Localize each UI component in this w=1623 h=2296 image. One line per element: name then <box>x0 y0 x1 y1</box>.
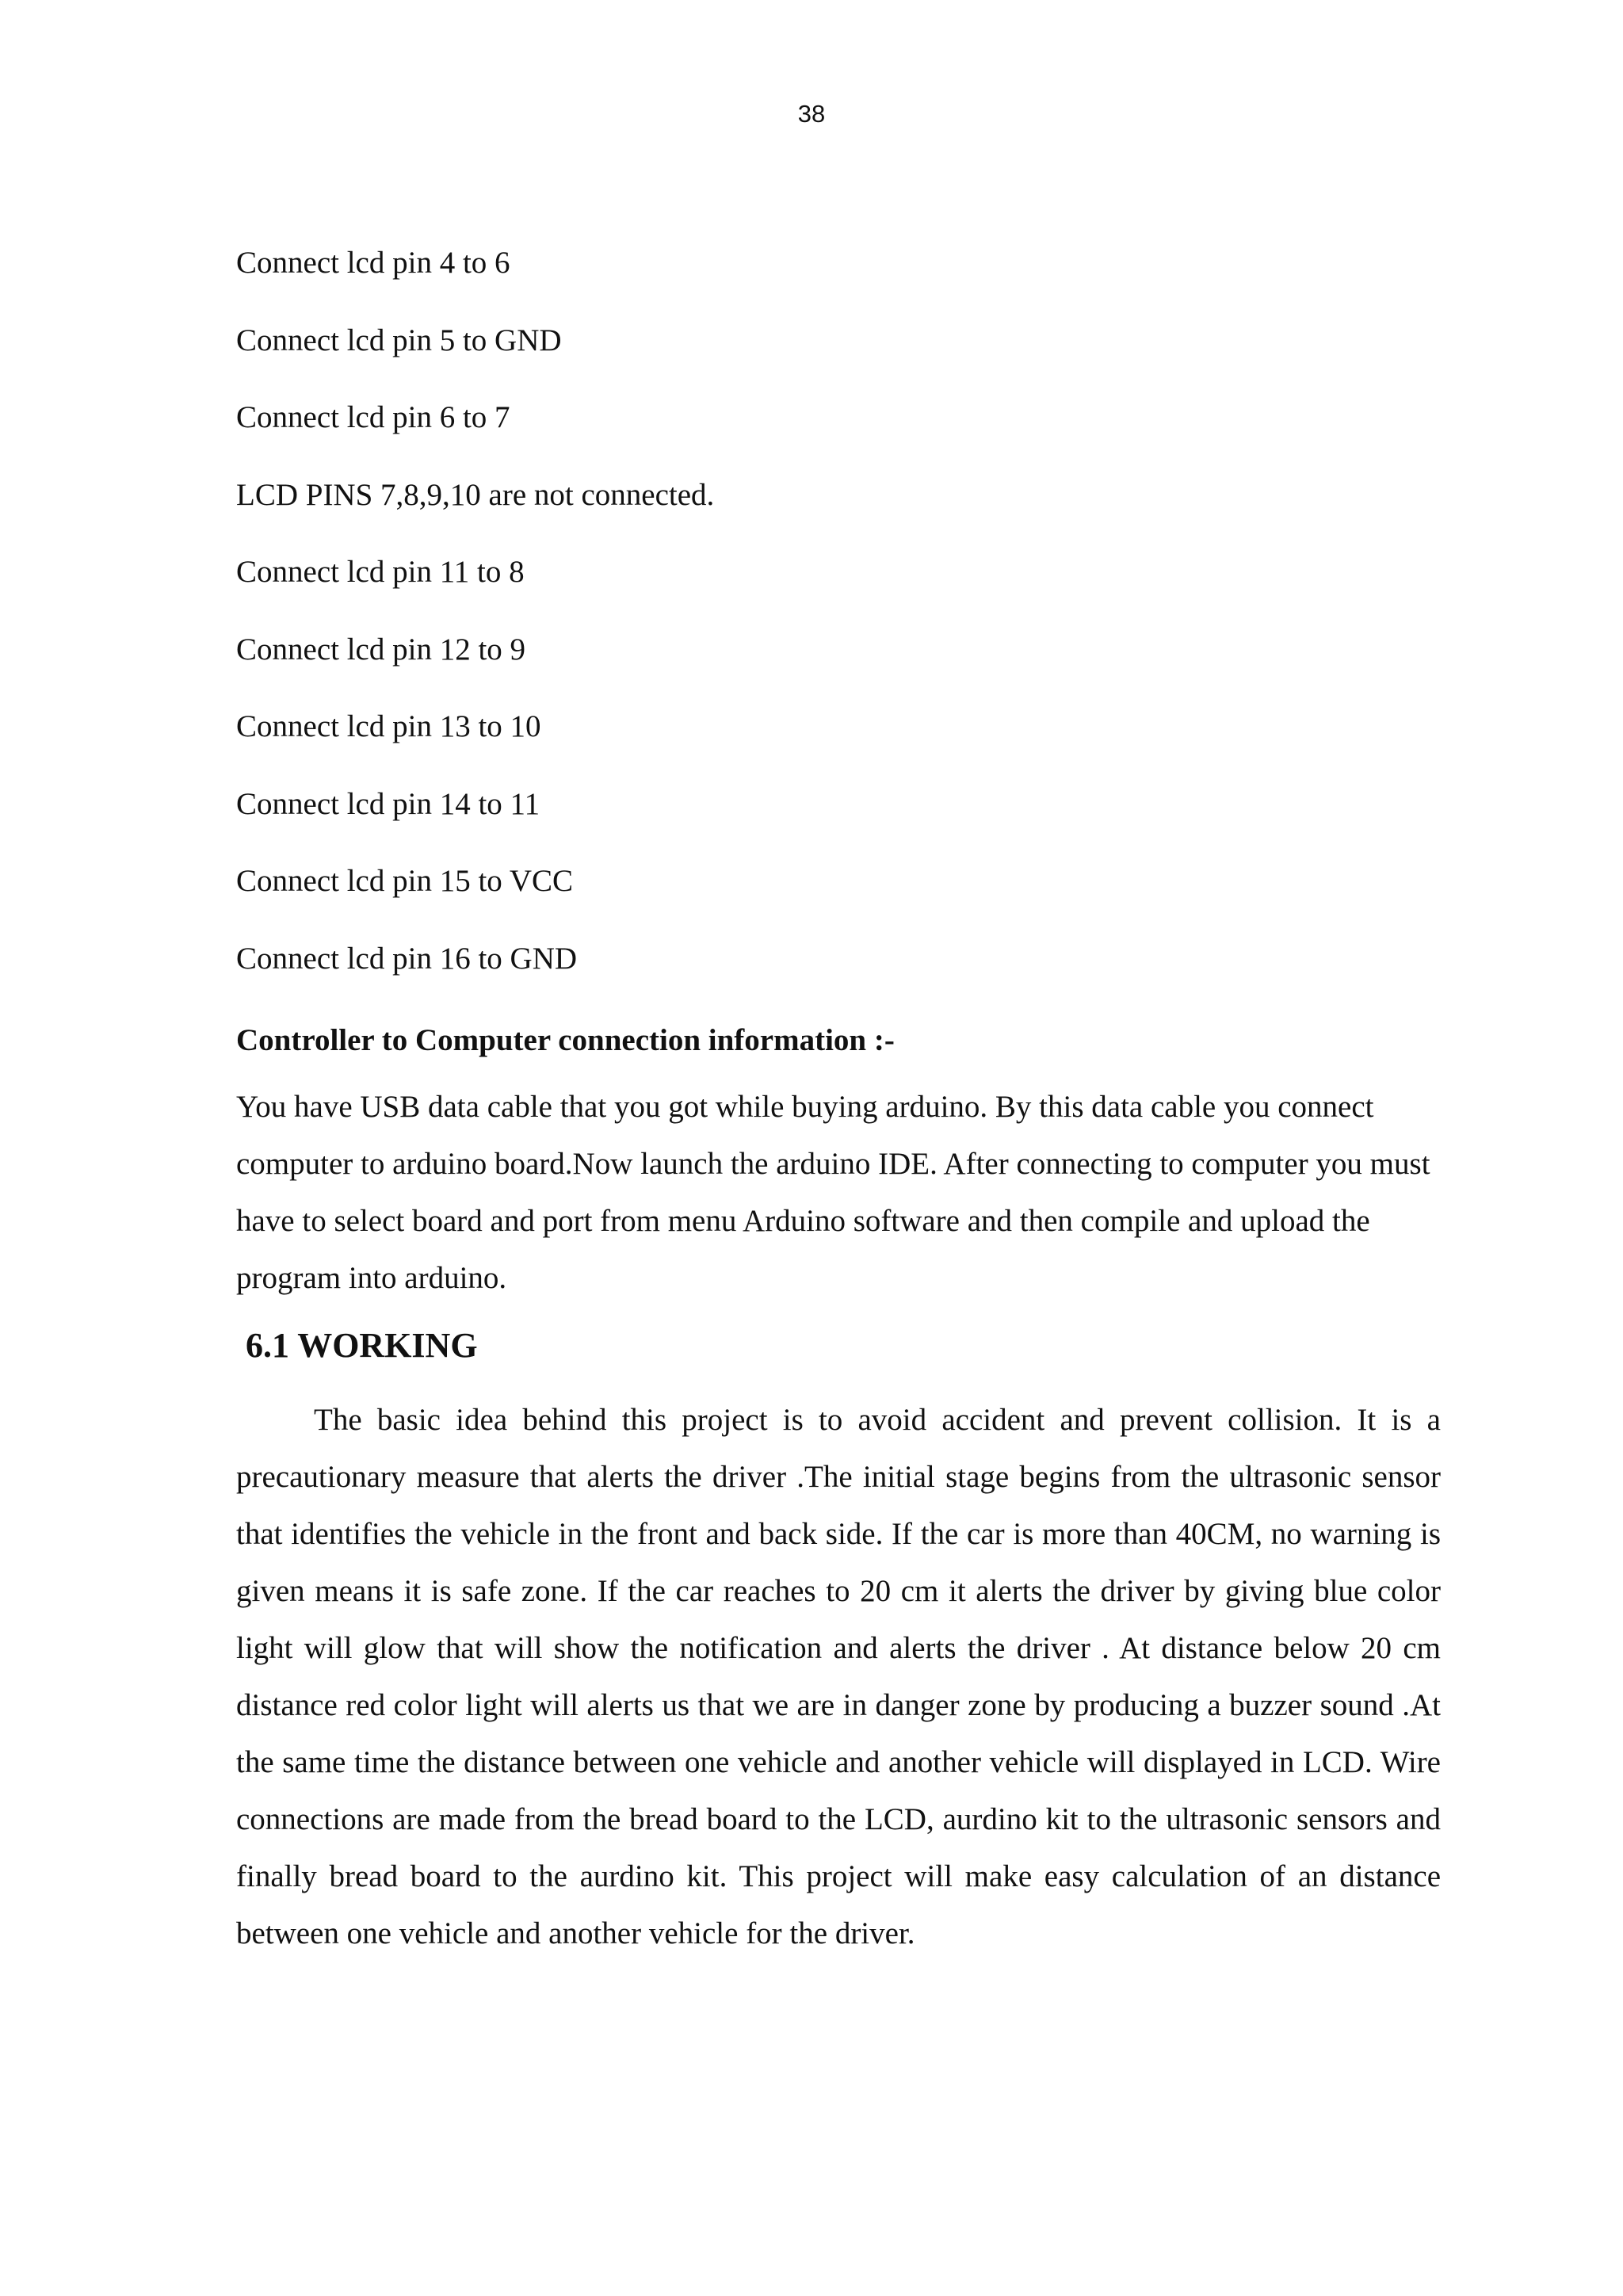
working-section-heading: 6.1 WORKING <box>246 1326 478 1365</box>
connection-line: Connect lcd pin 15 to VCC <box>236 864 574 898</box>
controller-section-heading: Controller to Computer connection information :- <box>236 1023 895 1057</box>
working-section-paragraph: The basic idea behind this project is to avoid accident and prevent collision. It is a precautionary measure that alerts the driver .The initial stage begins from the ultrasonic sensor that identifies the vehicle in the front and back side. If the car is more than 40CM, no warning is given means it is safe zone. If the car reaches to 20 cm it alerts the driver by giving blue color light will glow that will show the notification and alerts the driver . At distance below 20 cm distance red color light will alerts us that we are in danger zone by producing a buzzer sound .At the same time the distance between one vehicle and another vehicle will displayed in LCD. Wire connections are made from the bread board to the LCD, aurdino kit to the ultrasonic sensors and finally bread board to the aurdino kit. This project will make easy calculation of an distance between one vehicle and another vehicle for the driver. <box>236 1403 1441 1950</box>
lcd-connection-list <box>236 244 1425 1017</box>
page-number: 38 <box>797 100 826 128</box>
connection-line: Connect lcd pin 5 to GND <box>236 323 562 357</box>
connection-line: Connect lcd pin 14 to 11 <box>236 786 540 821</box>
connection-line: Connect lcd pin 11 to 8 <box>236 555 525 589</box>
connection-line: Connect lcd pin 13 to 10 <box>236 709 541 743</box>
connection-line: Connect lcd pin 16 to GND <box>236 941 578 976</box>
connection-line: Connect lcd pin 4 to 6 <box>236 246 510 280</box>
connection-line: LCD PINS 7,8,9,10 are not connected. <box>236 477 715 512</box>
connection-line: Connect lcd pin 6 to 7 <box>236 400 510 434</box>
controller-section-paragraph: You have USB data cable that you got while buying arduino. By this data cable you connect computer to arduino board.Now launch the arduino IDE. After connecting to computer you must have to select board and port from menu Arduino software and then compile and upload the program into arduino. <box>236 1090 1430 1295</box>
connection-line: Connect lcd pin 12 to 9 <box>236 632 526 667</box>
